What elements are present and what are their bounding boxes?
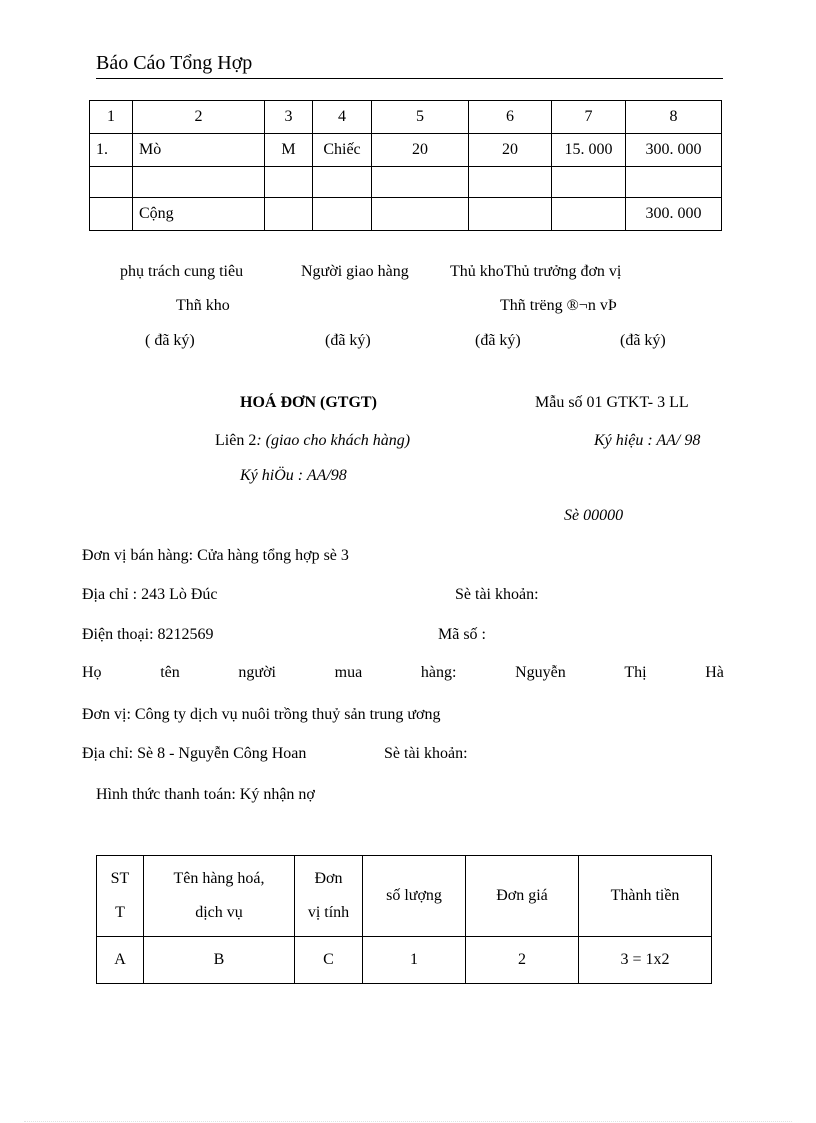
table-cell: C (295, 937, 363, 984)
table-cell (469, 198, 552, 231)
signature-role-deliverer: Người giao hàng (301, 263, 409, 280)
signature-status: (đã ký) (325, 332, 371, 349)
signature-status: (đã ký) (620, 332, 666, 349)
payment-method: Hình thức thanh toán: Ký nhận nợ (96, 786, 315, 803)
buyer-name-word: Nguyễn (515, 664, 566, 681)
invoice-copy-line (215, 432, 410, 450)
table-cell: 5 (372, 101, 469, 134)
table-cell: B (144, 937, 295, 984)
buyer-name-word: Thị (624, 664, 647, 681)
table-cell: Mò (133, 134, 265, 167)
buyer-name-word: tên (160, 664, 180, 681)
invoice-items-table (96, 855, 712, 984)
table-cell (313, 167, 372, 198)
table-cell (372, 167, 469, 198)
table-cell: 7 (552, 101, 626, 134)
table-row (90, 134, 722, 167)
table-header-unit (295, 856, 363, 937)
buyer-name-line (82, 664, 724, 682)
table-row (97, 937, 712, 984)
seller-unit: Đơn vị bán hàng: Cửa hàng tổng hợp sè 3 (82, 547, 349, 564)
table-cell (133, 167, 265, 198)
table-header-stt (97, 856, 144, 937)
invoice-copy-note: : (giao cho khách hàng) (256, 432, 411, 449)
signature-status: ( đã ký) (145, 332, 195, 349)
header-text: ST (110, 870, 130, 887)
header-text: dịch vụ (195, 904, 243, 921)
table-cell: 3 (265, 101, 313, 134)
goods-table (89, 100, 722, 231)
table-cell: A (97, 937, 144, 984)
page-header-title: Báo Cáo Tổng Hợp (96, 52, 253, 74)
table-header-row (90, 101, 722, 134)
table-row (90, 167, 722, 198)
table-cell: Cộng (133, 198, 265, 231)
invoice-number: Sè 00000 (564, 507, 624, 524)
table-cell: 1 (363, 937, 466, 984)
invoice-symbol-left: Ký hiÖu : AA/98 (240, 467, 347, 484)
invoice-symbol-right: Ký hiệu : AA/ 98 (594, 432, 701, 449)
table-header-amount: Thành tiền (579, 856, 712, 937)
buyer-unit: Đơn vị: Công ty dịch vụ nuôi trồng thuỷ sản trung ương (82, 706, 441, 723)
buyer-name-word: Hà (705, 664, 724, 681)
table-total-row (90, 198, 722, 231)
seller-account: Sè tài khoản: (455, 586, 539, 603)
table-cell (90, 167, 133, 198)
table-cell: 1 (90, 101, 133, 134)
table-cell: 1. (90, 134, 133, 167)
table-cell: 8 (626, 101, 722, 134)
table-cell: 15. 000 (552, 134, 626, 167)
table-header-price: Đơn giá (466, 856, 579, 937)
table-header-quantity: số lượng (363, 856, 466, 937)
table-cell (626, 167, 722, 198)
signature-role-keeper-head: Thủ khoThủ trưởng đơn vị (450, 263, 622, 280)
header-text: T (115, 904, 125, 921)
signature-status: (đã ký) (475, 332, 521, 349)
buyer-name-word: Họ (82, 664, 102, 681)
buyer-account: Sè tài khoản: (384, 745, 468, 762)
header-text: vị tính (307, 904, 350, 921)
signature-role-supply: phụ trách cung tiêu (120, 263, 244, 280)
table-cell: 300. 000 (626, 134, 722, 167)
invoice-form-number: Mẫu số 01 GTKT- 3 LL (535, 394, 689, 411)
table-cell (313, 198, 372, 231)
buyer-name-word: hàng: (420, 664, 457, 681)
table-header-row (97, 856, 712, 937)
seller-tax-code: Mã số : (438, 626, 486, 643)
table-cell (90, 198, 133, 231)
page-bottom-rule (24, 1121, 792, 1122)
header-text: Đơn (314, 870, 343, 887)
table-cell: 6 (469, 101, 552, 134)
header-divider (96, 78, 723, 79)
table-header-goods (144, 856, 295, 937)
table-cell: 300. 000 (626, 198, 722, 231)
signature-role-head: Thñ trëng ®¬n vÞ (500, 297, 617, 314)
buyer-address: Địa chỉ: Sè 8 - Nguyễn Công Hoan (82, 745, 307, 762)
buyer-name-word: người (238, 664, 276, 681)
table-cell (469, 167, 552, 198)
seller-phone: Điện thoại: 8212569 (82, 626, 214, 643)
invoice-copy-label: Liên 2 (215, 432, 257, 449)
table-cell: Chiếc (313, 134, 372, 167)
table-cell: 2 (133, 101, 265, 134)
buyer-name-word: mua (334, 664, 363, 681)
seller-address: Địa chỉ : 243 Lò Đúc (82, 586, 218, 603)
table-cell (372, 198, 469, 231)
table-cell (265, 167, 313, 198)
table-cell: 20 (372, 134, 469, 167)
invoice-title: HOÁ ĐƠN (GTGT) (240, 394, 377, 411)
table-cell: M (265, 134, 313, 167)
header-text: Tên hàng hoá, (173, 870, 265, 887)
signature-role-keeper: Thñ kho (176, 297, 230, 314)
table-cell: 2 (466, 937, 579, 984)
table-cell: 20 (469, 134, 552, 167)
table-cell (265, 198, 313, 231)
table-cell: 3 = 1x2 (579, 937, 712, 984)
table-cell (552, 198, 626, 231)
table-cell: 4 (313, 101, 372, 134)
table-cell (552, 167, 626, 198)
